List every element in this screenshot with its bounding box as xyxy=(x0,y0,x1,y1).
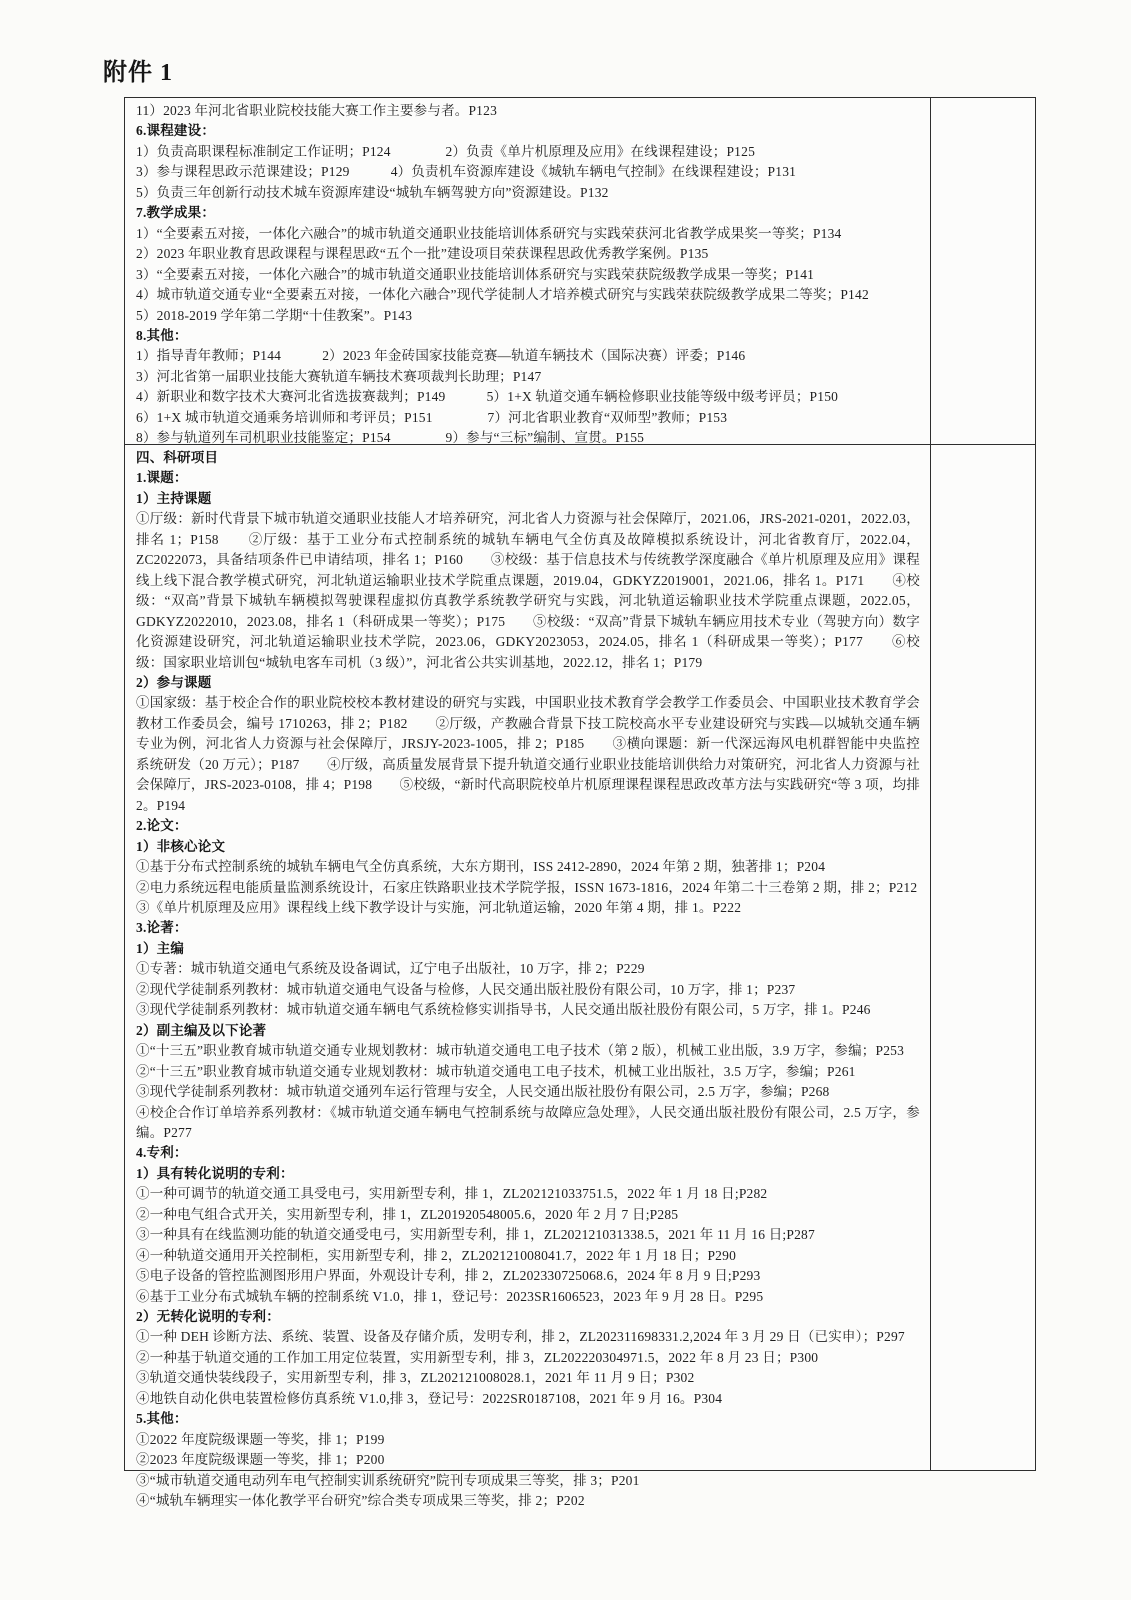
section-heading: 2）参与课题 xyxy=(136,674,212,690)
table-line: 4）新职业和数字技术大赛河北省选拔赛裁判；P149 5）1+X 轨道交通车辆检修职业技能等级中级考评员；P150 xyxy=(136,389,839,405)
section-heading: 1）具有转化说明的专利： xyxy=(136,1165,294,1181)
table-line: ①国家级：基于校企合作的职业院校校本教材建设的研究与实践，中国职业技术教育学会教学工作委员会、中国职业技术教育学会教材工作委员会，编号 1710263，排 2；P182 ②厅级，产教融合背景下技工院校高水平专业建设研究与实践—以城轨交通车辆专业为例，河北省人力资源与社会保障厅，JRSJY-2023-1005，排 2；P185 ③横向课题：新一代深远海风电机群智能中央监控系统研发（20 万元）；P187 ④厅级，高质量发展背景下提升轨道交通行业职业技能培训供给力对策研究，河北省人力资源与社会保障厅，JRS-2023-0108，排 4；P198 ⑤校级，“新时代高职院校单片机原理课程课程思政改革方法与实践研究“等 3 项，均排 2。P194 xyxy=(136,695,924,813)
table-line: 11）2023 年河北省职业院校技能大赛工作主要参与者。P123 xyxy=(136,103,498,118)
table-side-cell-row1 xyxy=(931,98,1035,444)
table-line: 5）2018-2019 学年第二学期“十佳教案”。P143 xyxy=(136,307,413,323)
section-heading: 5.其他： xyxy=(136,1411,188,1427)
table-line: ③现代学徒制系列教材：城市轨道交通车辆电气系统检修实训指导书，人民交通出版社股份有限公司，5 万字，排 1。P246 xyxy=(136,1002,871,1018)
section-heading: 4.专利： xyxy=(136,1145,188,1161)
section-heading: 1）主编 xyxy=(136,940,185,956)
table-line: ②一种基于轨道交通的工作加工用定位装置，实用新型专利，排 3，ZL202220304971.5，2022 年 8 月 23 日；P300 xyxy=(136,1349,819,1365)
table-line: ①2022 年度院级课题一等奖，排 1；P199 xyxy=(136,1431,385,1447)
table-content-cell-row2 xyxy=(125,444,931,1509)
table-line: ④“城轨车辆理实一体化教学平台研究”综合类专项成果三等奖，排 2；P202 xyxy=(136,1493,585,1509)
table-line: ③“城市轨道交通电动列车电气控制实训系统研究”院刊专项成果三等奖，排 3；P201 xyxy=(136,1472,640,1488)
table-line: ③一种具有在线监测功能的轨道交通受电弓，实用新型专利，排 1，ZL202121031338.5，2021 年 11 月 16 日;P287 xyxy=(136,1227,815,1243)
section-heading: 1）非核心论文 xyxy=(136,838,226,854)
attachment-label: 附件 1 xyxy=(103,60,173,86)
table-line: ①厅级：新时代背景下城市轨道交通职业技能人才培养研究，河北省人力资源与社会保障厅，2021.06，JRS-2021-0201，2022.03，排名 1；P158 ②厅级：基于工业分布式控制系统的城轨车辆电气全仿真及故障模拟系统设计，河北省教育厅，2022.04，ZC2022073，具备结项条件已申请结项，排名 1；P160 ③校级：基于信息技术与传统教学深度融合《单片机原理及应用》课程线上线下混合教学模式研究，河北轨道运输职业技术学院重点课题，2019.04，GDKYZ2019001，2021.06，排名 1。P171 ④校级：“双高”背景下城轨车辆模拟驾驶课程虚拟仿真教学系统教学研究与实践，河北轨道运输职业技术学院重点课题，2022.05，GDKYZ2022010，2023.08，排名 1（科研成果一等奖）；P175 ⑤校级：“双高”背景下城轨车辆应用技术专业（驾驶方向）数字化资源建设研究，河北轨道运输职业技术学院，2023.06，GDKY2023053，2024.05，排名 1（科研成果一等奖）；P177 ⑥校级：国家职业培训包“城轨电客车司机（3 级）”，河北省公共实训基地，2022.12，排名 1；P179 xyxy=(136,511,920,670)
table-line: 4）城市轨道交通专业“全要素五对接，一体化六融合”现代学徒制人才培养模式研究与实践荣获院级教学成果二等奖；P142 xyxy=(136,287,869,303)
table-line: 1）负责高职课程标准制定工作证明；P124 2）负责《单片机原理及应用》在线课程建设；P125 xyxy=(136,143,756,159)
section-heading: 7.教学成果： xyxy=(136,205,216,221)
table-line: 2）2023 年职业教育思政课程与课程思政“五个一批”建设项目荣获课程思政优秀教学案例。P135 xyxy=(136,246,709,262)
table-line: 1）“全要素五对接，一体化六融合”的城市轨道交通职业技能培训体系研究与实践荣获河北省教学成果奖一等奖；P134 xyxy=(136,225,842,241)
table-line: ①一种 DEH 诊断方法、系统、装置、设备及存储介质，发明专利，排 2，ZL202311698331.2,2024 年 3 月 29 日（已实申）；P297 xyxy=(136,1329,905,1345)
table-line: 3）“全要素五对接，一体化六融合”的城市轨道交通职业技能培训体系研究与实践荣获院级教学成果一等奖；P141 xyxy=(136,266,815,282)
section-heading: 1.课题： xyxy=(136,470,188,486)
table-line: 3）参与课程思政示范课建设；P129 4）负责机车资源库建设《城轨车辆电气控制》在线课程建设；P131 xyxy=(136,164,797,180)
table-line: 5）负责三年创新行动技术城车资源库建设“城轨车辆驾驶方向”资源建设。P132 xyxy=(136,184,609,200)
table-line: ②“十三五”职业教育城市轨道交通专业规划教材：城市轨道交通电工电子技术，机械工业出版社，3.5 万字，参编；P261 xyxy=(136,1063,856,1079)
table-line: ②2023 年度院级课题一等奖，排 1；P200 xyxy=(136,1452,385,1468)
table-side-cell-row2 xyxy=(931,444,1035,1470)
table-line: 6）1+X 城市轨道交通乘务培训师和考评员；P151 7）河北省职业教育“双师型”教师；P153 xyxy=(136,409,728,425)
section-heading: 6.课程建设： xyxy=(136,123,216,139)
table-line: ①“十三五”职业教育城市轨道交通专业规划教材：城市轨道交通电工电子技术（第 2 版），机械工业出版，3.9 万字，参编；P253 xyxy=(136,1043,905,1059)
table-line: ⑤电子设备的管控监测图形用户界面，外观设计专利，排 2，ZL202330725068.6，2024 年 8 月 9 日;P293 xyxy=(136,1268,761,1284)
table-line: ①基于分布式控制系统的城轨车辆电气全仿真系统，大东方期刊，ISS 2412-2890，2024 年第 2 期，独著排 1；P204 xyxy=(136,859,826,875)
section-heading: 2.论文： xyxy=(136,818,188,834)
section-heading: 3.论著： xyxy=(136,920,188,936)
table-line: ②电力系统远程电能质量监测系统设计，石家庄铁路职业技术学院学报，ISSN 1673-1816，2024 年第二十三卷第 2 期，排 2；P212 xyxy=(136,879,918,895)
table-line: 8）参与轨道列车司机职业技能鉴定；P154 9）参与“三标”编制、宣贯。P155 xyxy=(136,430,645,446)
table-line: ②一种电气组合式开关，实用新型专利，排 1，ZL201920548005.6，2020 年 2 月 7 日;P285 xyxy=(136,1206,679,1222)
table-content-cell-row1 xyxy=(125,98,931,444)
table-line: ④一种轨道交通用开关控制柜，实用新型专利，排 2，ZL202121008041.7，2022 年 1 月 18 日；P290 xyxy=(136,1247,737,1263)
section-heading: 2）副主编及以下论著 xyxy=(136,1022,267,1038)
table-line: ①一种可调节的轨道交通工具受电弓，实用新型专利，排 1，ZL202121033751.5，2022 年 1 月 18 日;P282 xyxy=(136,1186,768,1202)
table-line: 3）河北省第一届职业技能大赛轨道车辆技术赛项裁判长助理；P147 xyxy=(136,368,542,384)
table-line: ④校企合作订单培养系列教材：《城市轨道交通车辆电气控制系统与故障应急处理》，人民交通出版社股份有限公司，2.5 万字，参编。P277 xyxy=(136,1104,920,1140)
section-heading: 8.其他： xyxy=(136,327,188,343)
table-line: ③《单片机原理及应用》课程线上线下教学设计与实施，河北轨道运输，2020 年第 4 期，排 1。P222 xyxy=(136,899,742,915)
table-line: ①专著：城市轨道交通电气系统及设备调试，辽宁电子出版社，10 万字，排 2；P229 xyxy=(136,961,645,977)
document-table xyxy=(124,97,1036,1509)
table-line: 1）指导青年教师；P144 2）2023 年金砖国家技能竞赛—轨道车辆技术（国际决赛）评委；P146 xyxy=(136,348,746,364)
table-line: ③现代学徒制系列教材：城市轨道交通列车运行管理与安全，人民交通出版社股份有限公司，2.5 万字，参编；P268 xyxy=(136,1084,830,1100)
section-heading: 1）主持课题 xyxy=(136,490,212,506)
table-line: ⑥基于工业分布式城轨车辆的控制系统 V1.0，排 1，登记号：2023SR1606523，2023 年 9 月 28 日。P295 xyxy=(136,1288,764,1304)
section-heading: 四、科研项目 xyxy=(136,450,219,465)
table-line: ③轨道交通快装线段子，实用新型专利，排 3，ZL202121008028.1，2021 年 11 月 9 日；P302 xyxy=(136,1370,695,1386)
table-line: ④地铁自动化供电装置检修仿真系统 V1.0,排 3，登记号：2022SR0187108，2021 年 9 月 16。P304 xyxy=(136,1390,723,1406)
section-heading: 2）无转化说明的专利： xyxy=(136,1309,280,1325)
table-line: ②现代学徒制系列教材：城市轨道交通电气设备与检修，人民交通出版社股份有限公司，10 万字，排 1；P237 xyxy=(136,981,796,997)
